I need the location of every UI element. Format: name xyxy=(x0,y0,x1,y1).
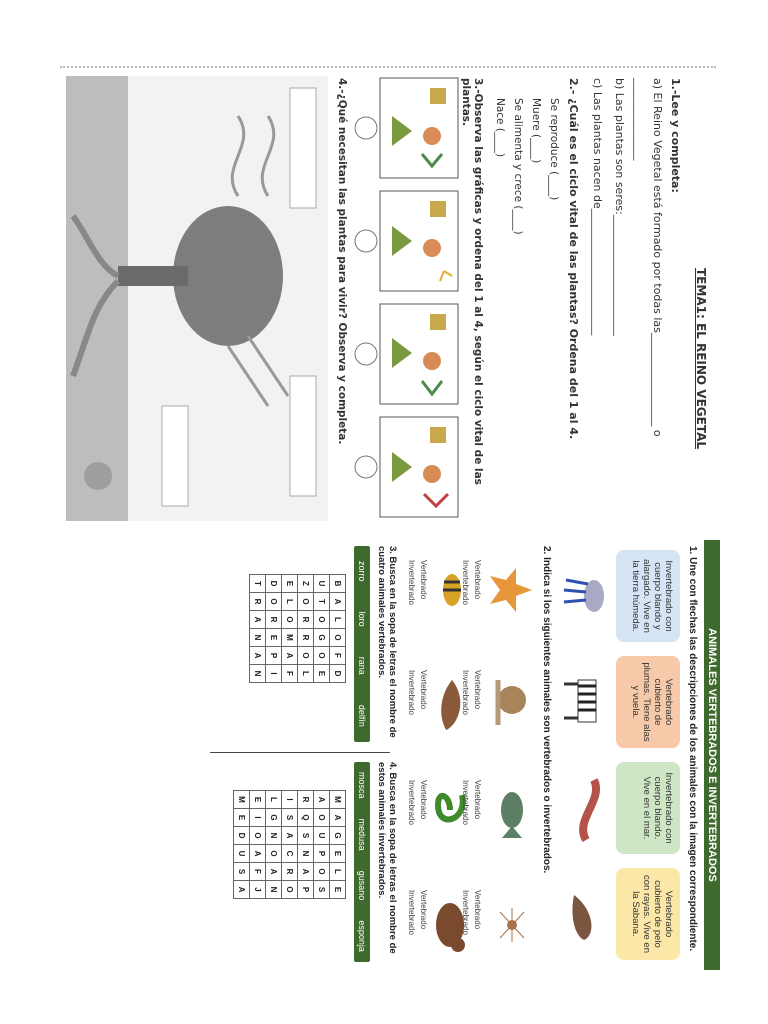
grid-cell[interactable]: U xyxy=(314,827,330,845)
animals-worksheet-content xyxy=(200,540,720,970)
grid-cell[interactable]: S xyxy=(234,863,250,881)
grid-cell[interactable]: N xyxy=(250,629,266,647)
vertebrate-label: Vertebrado xyxy=(473,780,482,820)
grid-cell[interactable]: C xyxy=(282,845,298,863)
grid-cell[interactable]: R xyxy=(266,611,282,629)
invertebrate-label: Invertebrado xyxy=(461,890,470,935)
grid-cell[interactable]: J xyxy=(250,881,266,899)
grid-cell[interactable]: A xyxy=(298,863,314,881)
plant-cycle-cards xyxy=(352,76,462,521)
cycle-item: Se alimenta y crece (____) xyxy=(512,98,524,235)
grid-cell[interactable]: N xyxy=(250,665,266,683)
grid-cell[interactable]: O xyxy=(298,647,314,665)
grid-cell[interactable]: T xyxy=(314,593,330,611)
grid-cell[interactable]: L xyxy=(330,863,346,881)
vertebrate-label: Vertebrado xyxy=(473,560,482,600)
question-4-heading: 4.-¿Qué necesitan las plantas para vivir? Observa y completa. xyxy=(336,78,348,445)
word: rana xyxy=(357,656,367,675)
grid-cell[interactable]: G xyxy=(314,629,330,647)
word-search-grid-invertebrates xyxy=(233,790,346,899)
grid-cell[interactable]: D xyxy=(330,665,346,683)
grid-cell[interactable]: T xyxy=(250,575,266,593)
zebra-icon xyxy=(564,680,596,722)
plant-worksheet-content xyxy=(60,68,716,524)
grid-cell[interactable]: E xyxy=(314,665,330,683)
grid-cell[interactable]: O xyxy=(314,809,330,827)
q4-text: 4. Busca en la sopa de letras el nombre de estos animales invertebrados. xyxy=(376,762,398,954)
grid-cell[interactable]: E xyxy=(234,809,250,827)
plant-needs-illustration xyxy=(66,76,328,521)
vertebrate-label: Vertebrado xyxy=(473,890,482,930)
invertebrate-label: Invertebrado xyxy=(407,670,416,715)
invertebrate-label: Invertebrado xyxy=(461,560,470,605)
grid-cell[interactable]: A xyxy=(314,791,330,809)
bird-icon xyxy=(572,895,591,940)
grid-row xyxy=(266,791,282,899)
q2-text: 2. Indica si los siguientes animales son vertebrados o invertebrados. xyxy=(541,546,552,874)
grid-cell[interactable]: Q xyxy=(298,809,314,827)
grid-cell[interactable]: B xyxy=(330,575,346,593)
grid-cell[interactable]: O xyxy=(298,593,314,611)
grid-row xyxy=(330,575,346,683)
grid-cell[interactable]: O xyxy=(314,611,330,629)
cycle-item: Se reproduce (____) xyxy=(548,98,560,201)
bee-icon xyxy=(443,574,461,606)
grid-cell[interactable]: R xyxy=(298,791,314,809)
word: medusa xyxy=(357,818,367,851)
vertebrate-label: Vertebrado xyxy=(419,560,428,600)
grid-cell[interactable]: L xyxy=(282,593,298,611)
grid-cell[interactable]: O xyxy=(250,827,266,845)
invertebrate-label: Invertebrado xyxy=(461,780,470,825)
q3-word-bar xyxy=(354,546,370,742)
grid-cell[interactable]: A xyxy=(250,647,266,665)
grid-cell[interactable]: P xyxy=(298,881,314,899)
grid-cell[interactable]: I xyxy=(266,665,282,683)
matching-animals xyxy=(554,540,614,970)
grid-cell[interactable]: M xyxy=(330,791,346,809)
grid-cell[interactable]: A xyxy=(282,647,298,665)
description-card: Invertebrado con cuerpo blando. Vive en el mar. xyxy=(616,762,680,854)
grid-cell[interactable]: O xyxy=(314,863,330,881)
snake-icon xyxy=(438,795,463,819)
question-1-heading: 1.-Lee y completa: xyxy=(669,78,682,193)
snail-icon xyxy=(498,680,526,725)
grid-cell[interactable]: A xyxy=(266,863,282,881)
grid-cell[interactable]: R xyxy=(298,629,314,647)
grid-cell[interactable]: F xyxy=(282,665,298,683)
grid-cell[interactable]: O xyxy=(330,629,346,647)
grid-row xyxy=(330,791,346,899)
q4-word-bar xyxy=(354,762,370,962)
grid-cell[interactable]: D xyxy=(234,827,250,845)
grid-cell[interactable]: R xyxy=(250,593,266,611)
grid-cell[interactable]: S xyxy=(314,881,330,899)
grid-cell[interactable]: E xyxy=(330,845,346,863)
grid-cell[interactable]: N xyxy=(266,881,282,899)
grid-row xyxy=(282,575,298,683)
grid-cell[interactable]: O xyxy=(266,593,282,611)
grid-row xyxy=(250,575,266,683)
description-card: Vertebrado cubierto de plumas. Tiene alas y vuela. xyxy=(616,656,680,748)
grid-cell[interactable]: F xyxy=(250,863,266,881)
starfish-icon xyxy=(490,568,532,612)
worksheet-title: TEMA1: EL REINO VEGETAL xyxy=(694,268,708,450)
question-1c: c) Las plantas nacen de_______________________ xyxy=(591,78,604,336)
vertebrate-label: Vertebrado xyxy=(419,890,428,930)
grid-cell[interactable]: N xyxy=(266,827,282,845)
grid-cell[interactable]: O xyxy=(266,845,282,863)
grid-cell[interactable]: R xyxy=(282,863,298,881)
grid-cell[interactable]: E xyxy=(250,791,266,809)
plant-kingdom-worksheet xyxy=(60,66,716,524)
grid-cell[interactable]: A xyxy=(330,809,346,827)
spider-icon xyxy=(500,908,524,942)
invertebrate-label: Invertebrado xyxy=(407,560,416,605)
grid-cell[interactable]: O xyxy=(282,611,298,629)
grid-cell[interactable]: L xyxy=(298,665,314,683)
grid-cell[interactable]: P xyxy=(314,845,330,863)
vertebrate-label: Vertebrado xyxy=(419,670,428,710)
grid-cell[interactable]: A xyxy=(250,611,266,629)
grid-cell[interactable]: E xyxy=(282,575,298,593)
grid-cell[interactable]: R xyxy=(298,611,314,629)
cycle-item: Nace (____) xyxy=(494,98,506,158)
grid-row xyxy=(314,575,330,683)
grid-cell[interactable]: D xyxy=(266,575,282,593)
grid-cell[interactable]: I xyxy=(282,791,298,809)
animals-worksheet xyxy=(200,540,720,970)
question-2-heading: 2.- ¿Cuál es el ciclo vital de las plantas? Ordena del 1 al 4. xyxy=(567,78,580,440)
grid-cell[interactable]: M xyxy=(282,629,298,647)
grid-cell[interactable]: O xyxy=(314,647,330,665)
grid-cell[interactable]: E xyxy=(330,881,346,899)
word: mosca xyxy=(357,772,367,799)
grid-row xyxy=(314,791,330,899)
description-card: Invertebrado con cuerpo blando y alargado. Vive en la tierra húmeda. xyxy=(616,550,680,642)
word-search-grid-vertebrates xyxy=(249,574,346,683)
vertebrate-label: Vertebrado xyxy=(419,780,428,820)
word: loro xyxy=(357,611,367,627)
grid-cell[interactable]: A xyxy=(234,881,250,899)
grid-cell[interactable]: P xyxy=(266,647,282,665)
grid-cell[interactable]: L xyxy=(266,791,282,809)
grid-cell[interactable]: A xyxy=(250,845,266,863)
invertebrate-label: Invertebrado xyxy=(407,890,416,935)
invertebrate-label: Invertebrado xyxy=(461,670,470,715)
grid-row xyxy=(282,791,298,899)
plant-cycle-illustrations xyxy=(352,76,462,521)
grid-cell[interactable]: A xyxy=(330,593,346,611)
q3-text: 3. Busca en la sopa de letras el nombre de cuatro animales vertebrados. xyxy=(376,546,398,738)
question-3-heading: 3.-Observa las gráficas y ordena del 1 al 4, según el ciclo vital de las plantas. xyxy=(460,78,484,485)
grid-cell[interactable]: U xyxy=(314,575,330,593)
grid-cell[interactable]: E xyxy=(266,629,282,647)
q1-text: 1. Une con flechas las descripciones de los animales con la imagen correspondiente. xyxy=(687,546,698,952)
grid-cell[interactable]: Z xyxy=(298,575,314,593)
worksheet-banner: ANIMALES VERTEBRADOS E INVERTEBRADOS xyxy=(704,540,720,970)
grid-row xyxy=(234,791,250,899)
lobster-icon xyxy=(441,680,460,730)
grid-cell[interactable]: S xyxy=(282,809,298,827)
grid-cell[interactable]: M xyxy=(234,791,250,809)
word: delfín xyxy=(357,704,367,727)
grid-cell[interactable]: G xyxy=(330,827,346,845)
grid-cell[interactable]: U xyxy=(234,845,250,863)
worm-icon xyxy=(583,780,596,840)
tree-scene-drawing xyxy=(66,76,328,521)
grid-cell[interactable]: G xyxy=(266,809,282,827)
grid-cell[interactable]: A xyxy=(282,827,298,845)
grid-row xyxy=(266,575,282,683)
grid-cell[interactable]: L xyxy=(330,611,346,629)
grid-row xyxy=(298,575,314,683)
fish-icon xyxy=(501,792,523,838)
grid-cell[interactable]: F xyxy=(330,647,346,665)
grid-cell[interactable]: S xyxy=(298,827,314,845)
word: esponja xyxy=(357,920,367,952)
vertebrate-label: Vertebrado xyxy=(473,670,482,710)
grid-cell[interactable]: O xyxy=(282,881,298,899)
description-card: Vertebrado cubierto de pelo con rayas. Vive en la Sabana. xyxy=(616,868,680,960)
grid-row xyxy=(250,791,266,899)
grid-row xyxy=(298,791,314,899)
invertebrate-label: Invertebrado xyxy=(407,780,416,825)
grid-cell[interactable]: I xyxy=(250,809,266,827)
cycle-item: Muere (____) xyxy=(530,98,542,164)
question-1a: a) El Reino Vegetal está formado por todas las_________________ o xyxy=(651,78,664,437)
jellyfish-icon xyxy=(564,580,604,612)
word: gusano xyxy=(357,870,367,901)
grid-cell[interactable]: N xyxy=(298,845,314,863)
question-1a-line: _______________ xyxy=(633,78,646,161)
word: zorro xyxy=(357,561,367,582)
question-1b: b) Las plantas son seres:______________________ xyxy=(613,78,626,336)
section-divider xyxy=(210,752,390,753)
